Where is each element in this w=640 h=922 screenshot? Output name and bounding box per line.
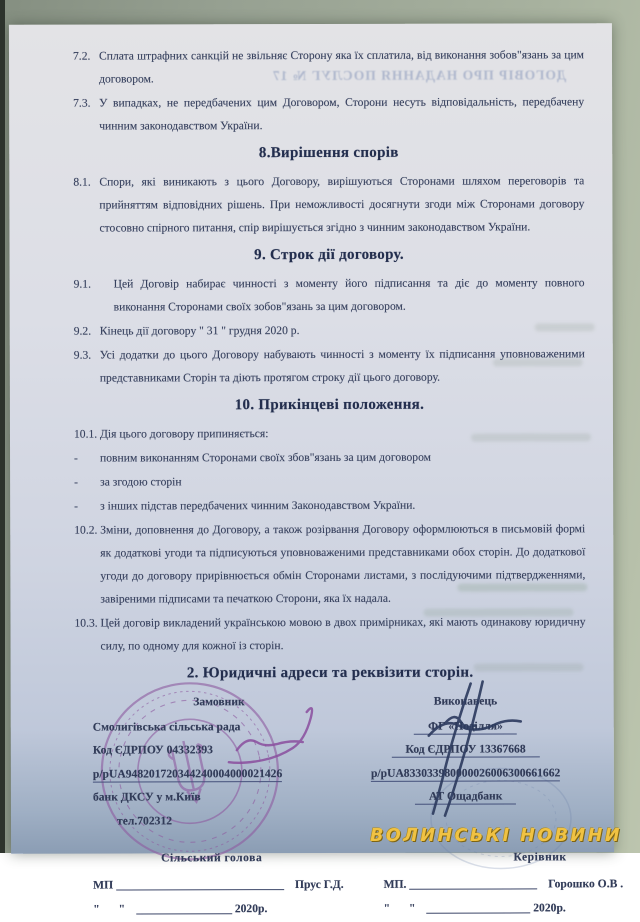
clause-text: повним виконанням Сторонами своїх збов"язань за цим договором	[100, 450, 432, 465]
date-quotes: " "	[383, 901, 424, 915]
date-quotes: " "	[93, 902, 134, 916]
mp-label: МП.	[383, 877, 407, 891]
clause-7-3	[73, 90, 584, 137]
clause-text: Цей договір викладений українською мовою в двох примірниках, які мають одинакову юридичну силу, по одному для кожної із сторін.	[100, 615, 586, 653]
customer-phone: тел.702312	[116, 813, 173, 828]
clause-text: Усі додатки до цього Договору набувають чинності з моменту їх підписання уповноваженими представниками Сторін та діють протягом строку дії цього договору.	[99, 347, 585, 385]
clause-number: 10.2.	[74, 523, 98, 537]
clause-number: 10.3.	[74, 616, 98, 630]
contractor-sign-name: Горошко О.В .	[548, 877, 624, 891]
contractor-sign-title: Керівник	[513, 850, 567, 864]
contractor-handwritten-signature	[419, 679, 529, 819]
customer-name: Смолигівська сільська рада	[92, 719, 241, 734]
clause-text: Дія цього договору припиняється:	[99, 427, 269, 441]
section-8-heading: 8.Вирішення спорів	[258, 144, 399, 162]
clause-9-2	[74, 318, 585, 342]
clause-text: Сплата штрафних санкцій не звільняє Сторону яка їх сплатила, від виконання зобов"язань за цим договором.	[98, 48, 585, 86]
signature-line	[116, 889, 284, 890]
clause-text: з інших підстав передбачених чинним Законодавством України.	[100, 498, 416, 513]
bullet-item	[74, 469, 585, 493]
clause-9-1	[74, 271, 585, 318]
signature-line	[409, 888, 537, 889]
contractor-signature	[343, 845, 623, 921]
clause-number: 8.1.	[73, 175, 91, 189]
clause-number: 9.2.	[73, 324, 92, 338]
section-9-heading: 9. Строк дії договору.	[254, 246, 404, 264]
contractor-name: ФГ «Поділля»	[345, 714, 586, 738]
customer-bank: банк ДКСУ у м.Київ	[92, 790, 201, 804]
contractor-edrpou: Код ЄДРПОУ 13367668	[345, 737, 586, 761]
signature-block	[75, 845, 624, 921]
contractor-role-label: Виконавець	[433, 694, 498, 708]
customer-role-label: Замовник	[193, 695, 245, 709]
date-year: 2020р.	[234, 902, 268, 916]
document-page	[9, 23, 624, 916]
date-line	[136, 913, 232, 914]
clause-text: за згодою сторін	[100, 475, 182, 489]
customer-handwritten-signature	[199, 704, 349, 784]
clause-text: Цей Договір набирає чинності з моменту його підписання та діє до моменту повного виконання Сторонами своїх зобов"язань за цим договором.	[113, 276, 585, 314]
bullet-item	[74, 445, 585, 469]
clause-number: 9.1.	[73, 277, 92, 291]
bullet-dash: -	[74, 451, 78, 465]
section-2-heading: 2. Юридичні адреси та реквізити сторін.	[186, 664, 474, 682]
customer-edrpou: Код ЄДРПОУ 04332393	[92, 743, 213, 757]
date-year: 2020р.	[533, 901, 566, 915]
customer-sign-title: Сільський голова	[161, 851, 263, 865]
clause-10-1	[74, 421, 585, 445]
section-10-heading: 10. Прикінцеві положення.	[234, 396, 425, 414]
clause-text: Зміни, доповнення до Договору, а також розірвання Договору оформлюються в письмовій формі як додаткові угоди та підписуються уповноваженими представниками обох сторін. До додаткової угоди до договору прирівнюється обмін Сторонами листами, з послідуючими підтвердженнями, завіреними підписами та печаткою Сторони, яка їх надала.	[100, 522, 586, 606]
clause-9-3	[74, 342, 585, 389]
bullet-dash: -	[74, 475, 79, 489]
contractor-bank: АТ Ощадбанк	[345, 784, 586, 808]
customer-sign-name: Прус Г.Д.	[294, 877, 344, 892]
clause-number: 9.3.	[73, 348, 92, 362]
bleedthrough-text: ДОГОВІР ПРО НАДАННЯ ПОСЛУГ № 17	[271, 67, 567, 84]
clause-text: Кінець дії договору " 31 " грудня 2020 р.	[99, 324, 300, 338]
bullet-item	[74, 493, 585, 517]
clause-text: У випадках, не передбачених цим Договором, Сторони несуть відповідальність, передбачену чинним законодавством України.	[99, 95, 585, 133]
customer-account: р/рUA948201720344240004000021426	[92, 766, 283, 781]
contractor-account: р/рUA833033980000026006300661662	[370, 765, 561, 780]
customer-signature	[75, 846, 344, 922]
clause-8-1	[73, 169, 584, 239]
date-line	[426, 912, 530, 913]
bullet-dash: -	[74, 499, 79, 513]
clause-7-2	[73, 43, 584, 90]
clause-10-3	[74, 610, 585, 657]
clause-text: Спори, які виникають з цього Договору, вирішуються Сторонами шляхом переговорів та прийняттям відповідних рішень. При неможливості досягнути згоди між Сторонами договору стосовно спірного питання, спір вирішується згідно з чинним законодавством України.	[99, 174, 585, 235]
clause-number: 7.2.	[72, 49, 91, 63]
clause-number: 7.3.	[73, 96, 91, 110]
clause-number: 10.1.	[73, 427, 98, 441]
mp-label: МП	[93, 878, 114, 892]
news-site-watermark: ВОЛИНСЬКІ НОВИНИ	[370, 826, 622, 846]
clause-10-2	[74, 517, 585, 610]
